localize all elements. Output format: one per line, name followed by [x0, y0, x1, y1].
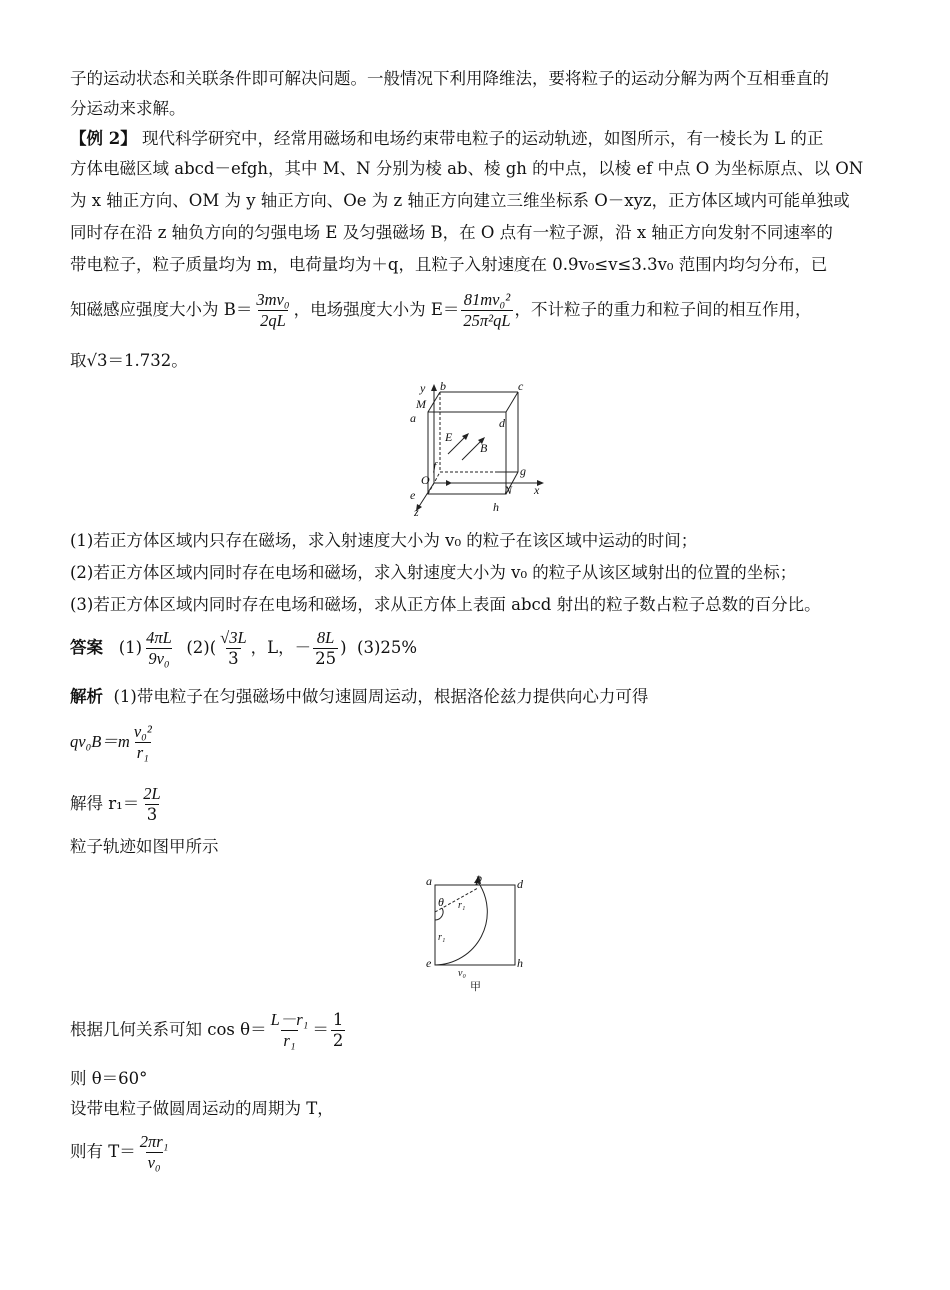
label-g: g — [520, 464, 526, 478]
label-M: M — [416, 397, 426, 411]
label-e: e — [410, 488, 416, 502]
question-2: (2)若正方体区域内同时存在电场和磁场，求入射速度大小为 v₀ 的粒子从该区域射出的位置的坐标； — [70, 563, 797, 582]
a1-den: 9v₀ — [148, 649, 170, 668]
label-B: B — [480, 441, 488, 455]
eq3-mid: ＝ — [312, 1020, 329, 1039]
example-line-3: 为 x 轴正方向、OM 为 y 轴正方向、Oe 为 z 轴正方向建立三维坐标系 O－xyz，正方体区域内可能单独或 — [70, 191, 850, 210]
eq3b-den: 2 — [332, 1031, 344, 1050]
analysis-eq-6 — [70, 1132, 172, 1173]
example-line6-pre: 知磁感应强度大小为 B＝ — [70, 300, 253, 319]
analysis-line-1 — [70, 686, 648, 708]
example-line-7: 取√3＝1.732。 — [70, 351, 188, 370]
answer-p3: (3)25% — [357, 638, 418, 657]
intro-line-2: 分运动来求解。 — [70, 99, 186, 118]
label-O: O — [421, 473, 430, 487]
analysis-label: 解析 — [70, 687, 103, 706]
eq3b-num: 1 — [332, 1010, 344, 1029]
fig2-label-r1-a: r₁ — [458, 900, 466, 911]
label-z: z — [414, 505, 419, 519]
E-numerator: 81mv₀² — [463, 290, 511, 309]
E-fraction — [461, 290, 512, 331]
B-denominator: 2qL — [260, 311, 286, 330]
answer-p2-end: ) — [340, 638, 347, 657]
label-N: N — [504, 483, 513, 497]
fig2-label-p: p — [476, 871, 482, 885]
analysis-eq-5: 设带电粒子做圆周运动的周期为 T， — [70, 1099, 334, 1118]
eq6-den: v₀ — [147, 1153, 161, 1172]
eq2-fraction — [141, 784, 162, 825]
label-h: h — [493, 500, 499, 514]
label-c: c — [518, 380, 524, 393]
label-f: f — [433, 459, 437, 473]
answer-label: 答案 — [70, 638, 103, 657]
B-numerator: 3mv₀ — [256, 290, 290, 309]
fig2-label-e: e — [426, 956, 432, 970]
fig2-label-a: a — [426, 874, 432, 888]
cube-figure — [400, 380, 560, 520]
label-E: E — [445, 430, 453, 444]
square-region — [435, 885, 515, 965]
eq6-pre: 则有 T＝ — [70, 1142, 136, 1161]
B-arrow — [462, 440, 482, 460]
fig2-label-d: d — [517, 877, 523, 891]
answer-p2: (2)( — [186, 638, 217, 657]
analysis-eq-4: 则 θ＝60° — [70, 1069, 148, 1088]
fig2-caption: 甲 — [470, 980, 481, 992]
a2b-den: 25 — [315, 649, 337, 668]
eq3-pre: 根据几何关系可知 cos θ＝ — [70, 1020, 267, 1039]
eq6-num: 2πr₁ — [139, 1132, 169, 1151]
answer-line — [70, 628, 417, 669]
eq6-fraction — [138, 1132, 171, 1173]
answer-2a-fraction — [218, 628, 248, 669]
example-line-6 — [70, 290, 812, 331]
E-denominator: 25π²qL — [463, 311, 511, 330]
answer-a2-mid: ，L，－ — [250, 638, 312, 657]
answer-1-fraction — [144, 628, 174, 669]
eq2-den: 3 — [146, 805, 158, 824]
fig2-label-h: h — [517, 956, 523, 970]
fig2-label-theta: θ — [438, 895, 444, 909]
eq3-num: L－r₁ — [270, 1010, 309, 1029]
eq3-fraction — [269, 1010, 311, 1051]
example-line6-post: ，不计粒子的重力和粒子间的相互作用， — [514, 300, 812, 319]
intro-line-1: 子的运动状态和关联条件即可解决问题。一般情况下利用降维法，要将粒子的运动分解为两个互相垂直的 — [70, 69, 829, 88]
answer-p1: (1) — [118, 638, 143, 657]
B-fraction — [254, 290, 291, 331]
eq1-num: v₀² — [133, 722, 152, 741]
a1-num: 4πL — [146, 628, 172, 647]
a2-num: √3L — [220, 628, 247, 647]
question-1: (1)若正方体区域内只存在磁场，求入射速度大小为 v₀ 的粒子在该区域中运动的时间； — [70, 531, 698, 550]
eq3-den: r₁ — [283, 1031, 296, 1050]
analysis-eq-2 — [70, 784, 165, 825]
eq1-pre: qv₀B＝m — [70, 732, 130, 751]
example-text-1: 现代科学研究中，经常用磁场和电场约束带电粒子的运动轨迹，如图所示，有一棱长为 L 的正 — [141, 129, 824, 148]
example-line-4: 同时存在沿 z 轴负方向的匀强电场 E 及匀强磁场 B，在 O 点有一粒子源，沿 x 轴正方向发射不同速率的 — [70, 223, 833, 242]
label-d: d — [499, 416, 505, 430]
eq1-den: r₁ — [136, 743, 149, 762]
fig2-label-v0: v₀ — [458, 968, 466, 979]
label-x: x — [534, 483, 540, 497]
example-line-2: 方体电磁区域 abcd－efgh，其中 M、N 分别为棱 ab、棱 gh 的中点，以棱 ef 中点 O 为坐标原点、以 ON — [70, 159, 864, 178]
eq3b-fraction — [331, 1010, 346, 1051]
label-a: a — [410, 411, 416, 425]
trajectory-figure — [420, 870, 540, 992]
example-line6-mid: ，电场强度大小为 E＝ — [293, 300, 460, 319]
example-line-5: 带电粒子，粒子质量均为 m，电荷量均为＋q，且粒子入射速度在 0.9v₀≤v≤3.3v₀ 范围内均匀分布，已 — [70, 255, 828, 274]
example-tag: 【例 2】 — [70, 129, 137, 148]
analysis-eq-3 — [70, 1010, 347, 1051]
a2b-num: 8L — [316, 628, 335, 647]
label-y: y — [420, 381, 426, 395]
analysis-fig-line: 粒子轨迹如图甲所示 — [70, 837, 219, 856]
eq1-fraction — [132, 722, 154, 763]
answer-2b-fraction — [313, 628, 338, 669]
eq2-pre: 解得 r₁＝ — [70, 794, 140, 813]
eq2-num: 2L — [143, 784, 161, 803]
question-3: (3)若正方体区域内同时存在电场和磁场，求从正方体上表面 abcd 射出的粒子数占粒子总数的百分比。 — [70, 595, 821, 614]
a2-den: 3 — [228, 649, 239, 668]
example-line-1 — [70, 128, 823, 150]
analysis-text-1: (1)带电粒子在匀强磁场中做匀速圆周运动，根据洛伦兹力提供向心力可得 — [113, 687, 649, 706]
fig2-label-r1-b: r₁ — [438, 932, 446, 943]
label-b: b — [440, 380, 446, 393]
analysis-eq-1 — [70, 722, 156, 763]
